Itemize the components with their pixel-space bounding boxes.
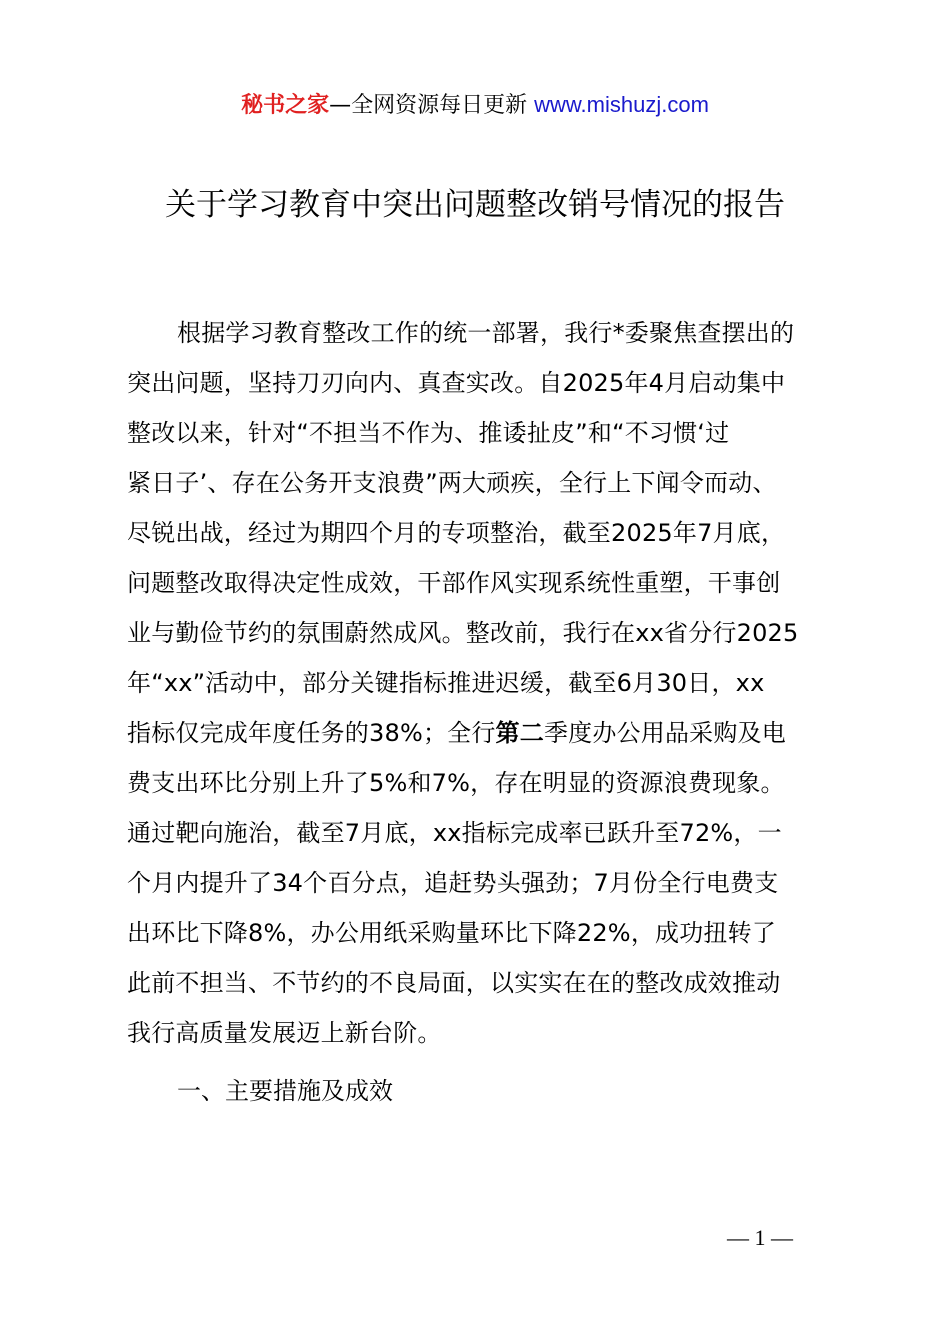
body-line: 此前不担当、不节约的不良局面，以实实在在的整改成效推动: [127, 969, 781, 997]
body-line: 年“xx”活动中，部分关键指标推进迟缓，截至6月30日，xx: [127, 669, 765, 697]
site-header: [0, 88, 950, 123]
body-line: 个月内提升了34个百分点，追赶势头强劲；7月份全行电费支: [127, 869, 779, 897]
document-title: 关于学习教育中突出问题整改销号情况的报告: [165, 187, 785, 223]
body-line: 问题整改取得决定性成效，干部作风实现系统性重塑，干事创: [127, 569, 781, 597]
body-line: 出环比下降8%，办公用纸采购量环比下降22%，成功扭转了: [127, 919, 777, 947]
body-line: 整改以来，针对“不担当不作为、推诿扯皮”和“不习惯‘过: [127, 419, 730, 447]
body-line: 紧日子’、存在公务开支浪费”两大顽疾，全行上下闻令而动、: [127, 469, 777, 497]
page-number: — 1 —: [727, 1225, 793, 1250]
brand-name: 秘书之家: [241, 93, 330, 118]
body-line: 通过靶向施治，截至7月底，xx指标完成率已跃升至72%，一: [127, 819, 782, 847]
body-line: 业与勤俭节约的氛围蔚然成风。整改前，我行在xx省分行2025: [127, 619, 799, 647]
body-line: 我行高质量发展迈上新台阶。: [127, 1019, 442, 1047]
bold-text: 第二: [495, 719, 544, 747]
body-line: [127, 708, 847, 758]
site-url-link[interactable]: www.mishuzj.com: [534, 92, 709, 117]
header-tagline: —全网资源每日更新: [329, 93, 528, 118]
body-line: 尽锐出战，经过为期四个月的专项整治，截至2025年7月底，: [127, 519, 786, 547]
body-line: 费支出环比分别上升了5%和7%，存在明显的资源浪费现象。: [127, 769, 785, 797]
body-line-segment: 指标仅完成年度任务的38%；全行: [127, 719, 496, 747]
body-paragraph: [127, 308, 847, 1058]
body-line-segment: 季度办公用品采购及电: [543, 719, 786, 747]
section-heading: 一、主要措施及成效: [177, 1077, 393, 1105]
body-line: 根据学习教育整改工作的统一部署，我行*委聚焦查摆出的: [177, 319, 795, 347]
body-line: 突出问题，坚持刀刃向内、真查实改。自2025年4月启动集中: [127, 369, 786, 397]
